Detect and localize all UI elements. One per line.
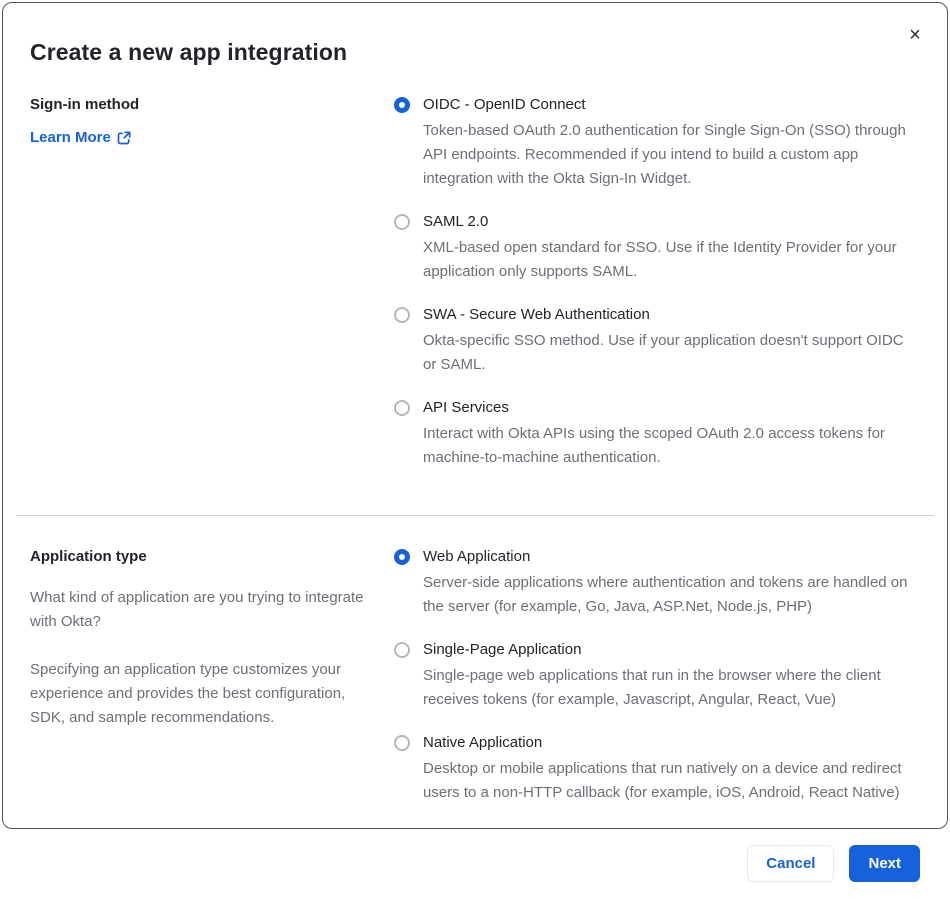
- signin-method-options: [394, 94, 920, 470]
- radio-button-icon[interactable]: [394, 97, 410, 113]
- page-title: Create a new app integration: [30, 39, 348, 65]
- signin-method-heading: Sign-in method: [30, 96, 140, 113]
- learn-more-label[interactable]: Learn More: [30, 129, 111, 146]
- radio-option-description: XML-based open standard for SSO. Use if the Identity Provider for your application only supports SAML.: [423, 239, 897, 280]
- cancel-button[interactable]: Cancel: [747, 845, 834, 882]
- radio-button-icon[interactable]: [394, 400, 410, 416]
- radio-option-texts: [423, 94, 920, 191]
- close-icon[interactable]: ×: [903, 23, 927, 47]
- radio-option-label[interactable]: Web Application: [423, 548, 531, 565]
- radio-button-icon[interactable]: [394, 642, 410, 658]
- learn-more-link[interactable]: [30, 129, 131, 146]
- signin-method-section: [30, 94, 920, 470]
- radio-option-label[interactable]: OIDC - OpenID Connect: [423, 96, 586, 113]
- radio-option-description: Desktop or mobile applications that run natively on a device and redirect users to a non-HTTP callback (for example, iOS, Android, React Native): [423, 760, 902, 801]
- radio-option[interactable]: [394, 732, 920, 805]
- create-app-integration-dialog: [2, 2, 948, 872]
- dialog-footer: [30, 845, 920, 906]
- application-type-heading: Application type: [30, 548, 147, 565]
- application-type-paragraph-1: What kind of application are you trying to integrate with Okta?: [30, 589, 364, 630]
- external-link-icon: [117, 131, 131, 145]
- radio-option-label[interactable]: SAML 2.0: [423, 213, 489, 230]
- radio-option[interactable]: [394, 94, 920, 191]
- radio-button-icon[interactable]: [394, 214, 410, 230]
- radio-option-label[interactable]: Single-Page Application: [423, 641, 582, 658]
- radio-option-texts: [423, 546, 920, 619]
- radio-option-description: Token-based OAuth 2.0 authentication for Single Sign-On (SSO) through API endpoints. Recommended if you intend to build a custom app integration with the Okta Sign-In Widget.: [423, 122, 906, 187]
- section-divider: [16, 515, 934, 516]
- radio-button-icon[interactable]: [394, 549, 410, 565]
- radio-option-texts: [423, 304, 920, 377]
- radio-option-description: Okta-specific SSO method. Use if your application doesn't support OIDC or SAML.: [423, 332, 904, 373]
- radio-option-texts: [423, 732, 920, 805]
- application-type-options: [394, 546, 920, 805]
- radio-option-texts: [423, 639, 920, 712]
- application-type-left-column: [30, 546, 375, 805]
- radio-option-label[interactable]: Native Application: [423, 734, 543, 751]
- radio-option-description: Single-page web applications that run in the browser where the client receives tokens (for example, Javascript, Angular, React, Vue): [423, 667, 881, 708]
- radio-option-label[interactable]: SWA - Secure Web Authentication: [423, 306, 650, 323]
- radio-option[interactable]: [394, 211, 920, 284]
- next-button[interactable]: Next: [849, 845, 920, 882]
- radio-option[interactable]: [394, 639, 920, 712]
- radio-option-description: Server-side applications where authentication and tokens are handled on the server (for example, Go, Java, ASP.Net, Node.js, PHP): [423, 574, 908, 615]
- radio-option[interactable]: [394, 304, 920, 377]
- application-type-paragraph-2: Specifying an application type customizes your experience and provides the best configuration, SDK, and sample recommendations.: [30, 661, 346, 726]
- radio-button-icon[interactable]: [394, 735, 410, 751]
- radio-option-texts: [423, 397, 920, 470]
- radio-option-description: Interact with Okta APIs using the scoped OAuth 2.0 access tokens for machine-to-machine authentication.: [423, 425, 885, 466]
- application-type-section: [30, 546, 920, 805]
- signin-method-left-column: [30, 94, 375, 470]
- radio-option-texts: [423, 211, 920, 284]
- radio-option-label[interactable]: API Services: [423, 399, 509, 416]
- radio-button-icon[interactable]: [394, 307, 410, 323]
- radio-option[interactable]: [394, 397, 920, 470]
- radio-option[interactable]: [394, 546, 920, 619]
